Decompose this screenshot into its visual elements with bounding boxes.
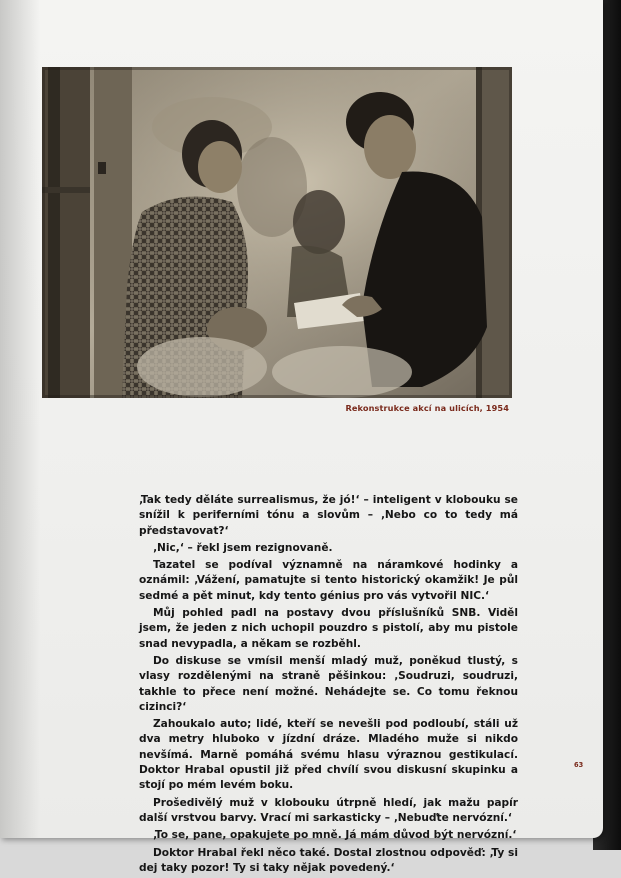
page-gutter-shadow bbox=[0, 0, 40, 838]
paragraph: Zahoukalo auto; lidé, kteří se nevešli pod podloubí, stáli už dva metry hluboko v jízdní dráze. Mladého muže si nikdo nevšímá. Marně pomáhá svému hlasu výraznou gestikulací. Doktor Hrabal opustil již před chvílí svou diskusní skupinku a stojí po mém levém boku. bbox=[139, 718, 518, 792]
paragraph: Prošedivělý muž v klobouku útrpně hledí, jak mažu papír další vrstvou barvy. Vrací mi sarkasticky – ‚Nebuďte nervózní.‘ bbox=[139, 796, 518, 824]
body-text bbox=[139, 493, 518, 878]
paragraph: ‚Nic,‘ – řekl jsem rezignovaně. bbox=[153, 541, 333, 554]
paragraph: Do diskuse se vmísil menší mladý muž, poněkud tlustý, s vlasy rozdělenými na straně pěšinkou: ‚Soudruzi, soudruzi, takhle to přece není možné. Nehádejte se. Co tomu řeknou cizinci?‘ bbox=[139, 654, 518, 713]
paragraph: ‚To se, pane, opakujete po mně. Já mám důvod být nervózní.‘ bbox=[153, 829, 517, 842]
photo-image bbox=[42, 67, 512, 398]
photo-illustration bbox=[42, 67, 512, 398]
paragraph: Můj pohled padl na postavy dvou příslušníků SNB. Viděl jsem, že jeden z nich uchopil pouzdro s pistolí, aby mu pistole snad nevypadla, a někam se rozběhl. bbox=[139, 607, 518, 650]
paragraph: ‚Tak tedy děláte surrealismus, že jó!‘ – inteligent v klobouku se snížil k periferními tónu a slovům – ‚Nebo co to tedy má představovat?‘ bbox=[139, 494, 518, 537]
page-number: 63 bbox=[574, 761, 584, 769]
paragraph: Doktor Hrabal řekl něco také. Dostal zlostnou odpověď: ‚Ty si dej taky pozor! Ty si taky nějak povedený.‘ bbox=[139, 846, 518, 874]
photo-caption: Rekonstrukce akcí na ulicích, 1954 bbox=[345, 403, 509, 413]
paragraph: Tazatel se podíval významně na náramkové hodinky a oznámil: ‚Vážení, pamatujte si tento historický okamžik! Je půl sedmé a pět minut, kdy tento génius pro vás vytvořil NIC.‘ bbox=[139, 559, 518, 602]
